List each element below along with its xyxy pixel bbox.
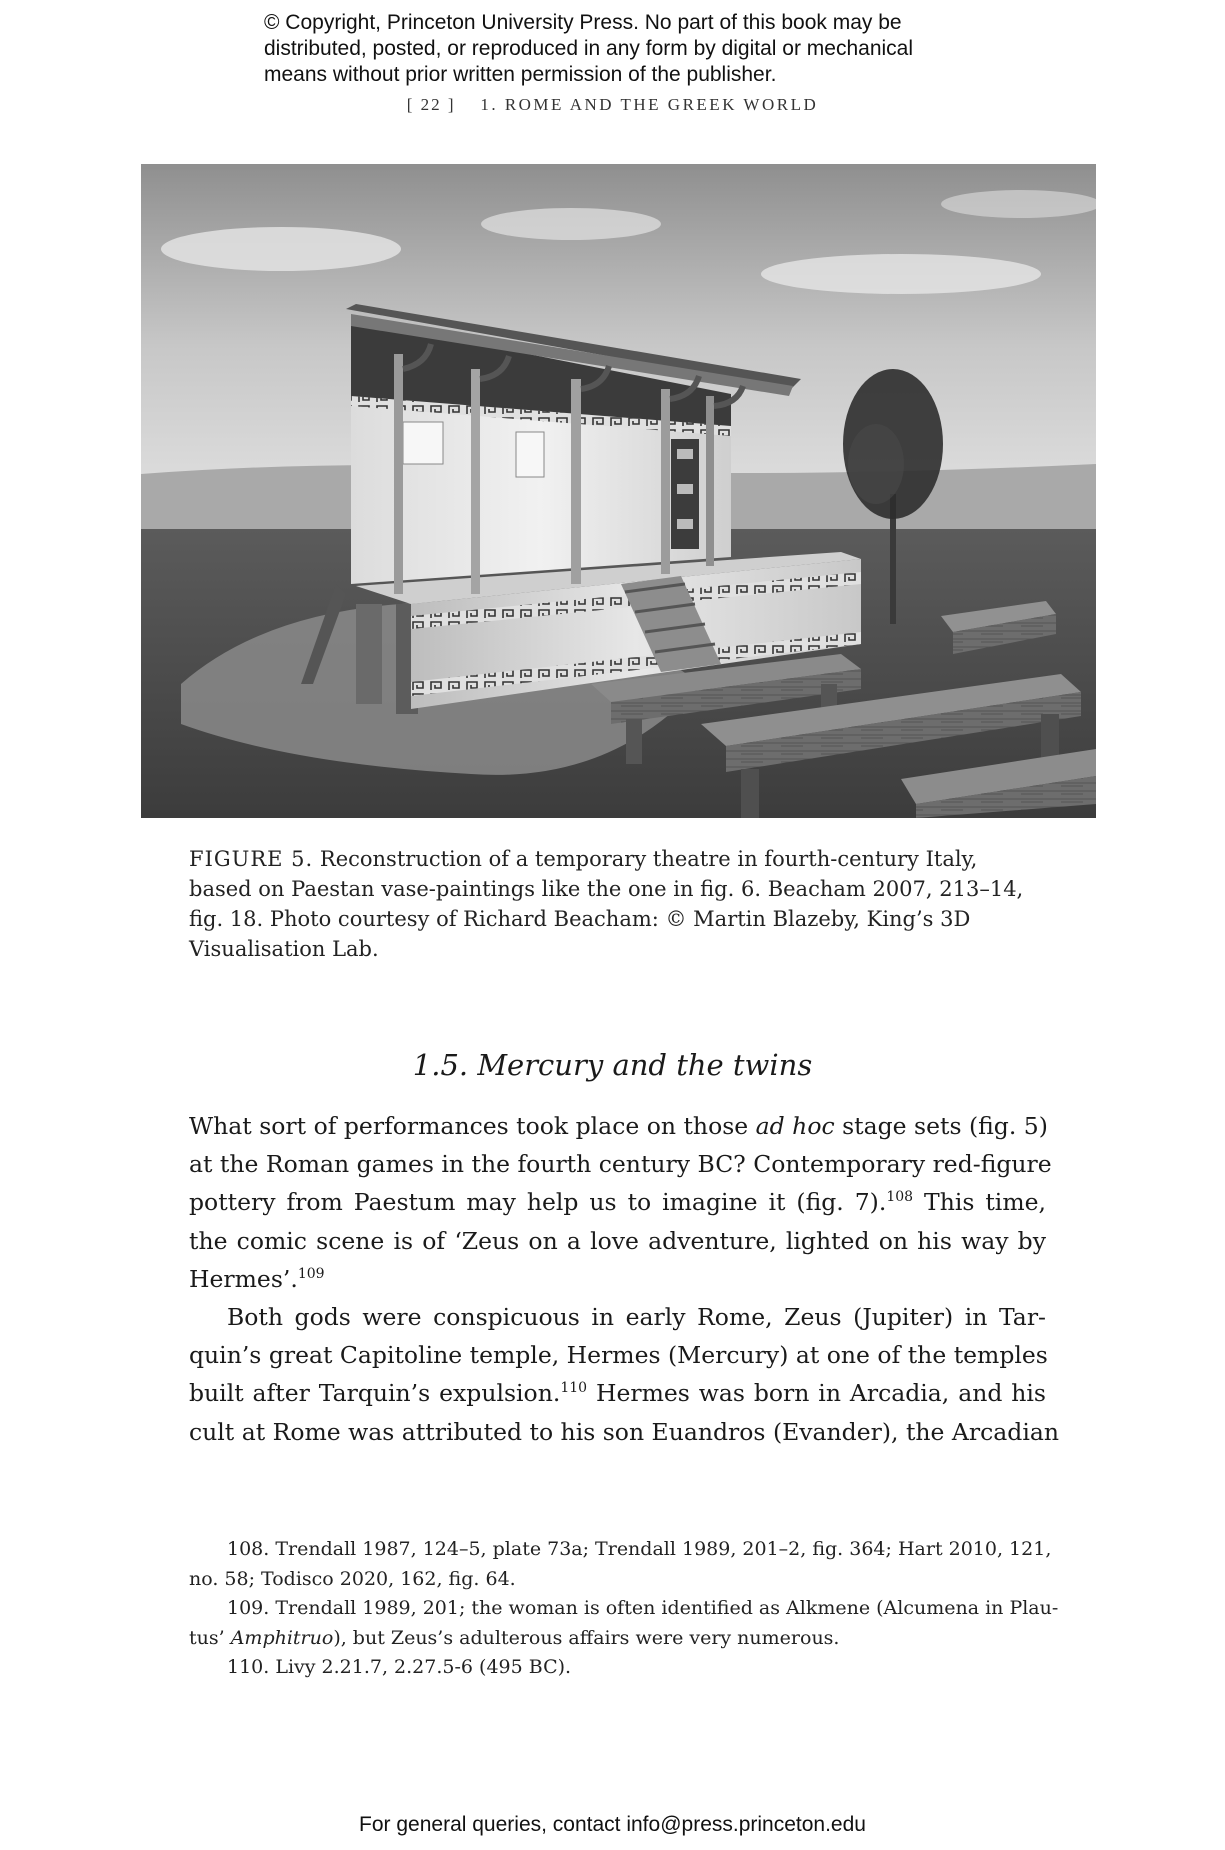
text-run: tus’ [189, 1626, 231, 1649]
page-number: [ 22 ] [406, 95, 456, 114]
copyright-line: distributed, posted, or reproduced in any form by digital or mechanical [264, 37, 914, 60]
caption-text: based on Paestan vase-paintings like the one in fig. 6. Beacham 2007, 213–14, [189, 877, 1024, 901]
caption-text: Visualisation Lab. [189, 937, 379, 961]
footnote-ref[interactable]: 110 [560, 1380, 588, 1397]
footnote-108 [189, 1535, 1052, 1594]
copyright-line: means without prior written permission of the publisher. [264, 63, 777, 86]
caption-text: fig. 18. Photo courtesy of Richard Beacham: © Martin Blazeby, King’s 3D [189, 907, 971, 931]
footnote-line [189, 1624, 1046, 1654]
footnote-line: 109. Trendall 1989, 201; the woman is often identified as Alkmene (Alcumena in Plau- [227, 1597, 1059, 1619]
footer-contact: For general queries, contact info@press.princeton.edu [359, 1813, 866, 1836]
footnote-line: 110. Livy 2.21.7, 2.27.5-6 (495 BC). [227, 1656, 572, 1678]
theatre-illustration [141, 164, 1096, 818]
text-line: at the Roman games in the fourth century BC? Contemporary red-figure [189, 1150, 1052, 1179]
footnote-110 [189, 1653, 1046, 1683]
text-run: stage sets (fig. 5) [834, 1112, 1048, 1140]
paragraph [189, 1298, 1060, 1451]
text-run: built after Tarquin’s expulsion. [189, 1379, 561, 1408]
text-line: the comic scene is of ‘Zeus on a love adventure, lighted on his way by [189, 1226, 1046, 1255]
footnotes [189, 1535, 1059, 1683]
figure-label: FIGURE 5. [189, 847, 314, 871]
text-line [189, 1374, 1046, 1412]
copyright-line: © Copyright, Princeton University Press. No part of this book may be [264, 11, 902, 34]
text-run: This time, [913, 1188, 1046, 1217]
chapter-title: 1. ROME AND THE GREEK WORLD [480, 95, 819, 114]
caption-text: Reconstruction of a temporary theatre in fourth-century Italy, [319, 847, 978, 871]
footnote-line: 108. Trendall 1987, 124–5, plate 73a; Trendall 1989, 201–2, fig. 364; Hart 2010, 121, [227, 1538, 1052, 1560]
section-heading: 1.5. Mercury and the twins [412, 1048, 813, 1082]
running-head [0, 95, 1225, 115]
text-line [189, 1260, 1046, 1298]
text-run: Hermes’. [189, 1264, 298, 1293]
footnote-ref[interactable]: 108 [886, 1189, 914, 1206]
emphasis: ad hoc [755, 1112, 835, 1140]
text-run: What sort of performances took place on those [189, 1112, 756, 1140]
copyright-notice [264, 10, 1024, 88]
emphasis: Amphitruo [230, 1626, 334, 1649]
footnote-ref[interactable]: 109 [297, 1265, 325, 1282]
text-line [189, 1183, 1046, 1221]
body-text [189, 1107, 1060, 1451]
text-line: cult at Rome was attributed to his son Euandros (Evander), the Arcadian [189, 1417, 1060, 1446]
text-line: Both gods were conspicuous in early Rome, Zeus (Jupiter) in Tar- [227, 1303, 1046, 1332]
text-run: pottery from Paestum may help us to imagine it (fig. 7). [189, 1188, 887, 1217]
text-line: quin’s great Capitoline temple, Hermes (Mercury) at one of the temples [189, 1341, 1048, 1370]
text-run: ), but Zeus’s adulterous affairs were very numerous. [333, 1626, 840, 1649]
text-line [189, 1107, 1046, 1145]
figure-theatre-reconstruction [141, 164, 1096, 818]
figure-caption [189, 844, 1049, 964]
footnote-109 [189, 1594, 1059, 1653]
text-run: Hermes was born in Arcadia, and his [587, 1379, 1046, 1408]
paragraph [189, 1107, 1052, 1298]
footnote-line: no. 58; Todisco 2020, 162, fig. 64. [189, 1567, 516, 1590]
